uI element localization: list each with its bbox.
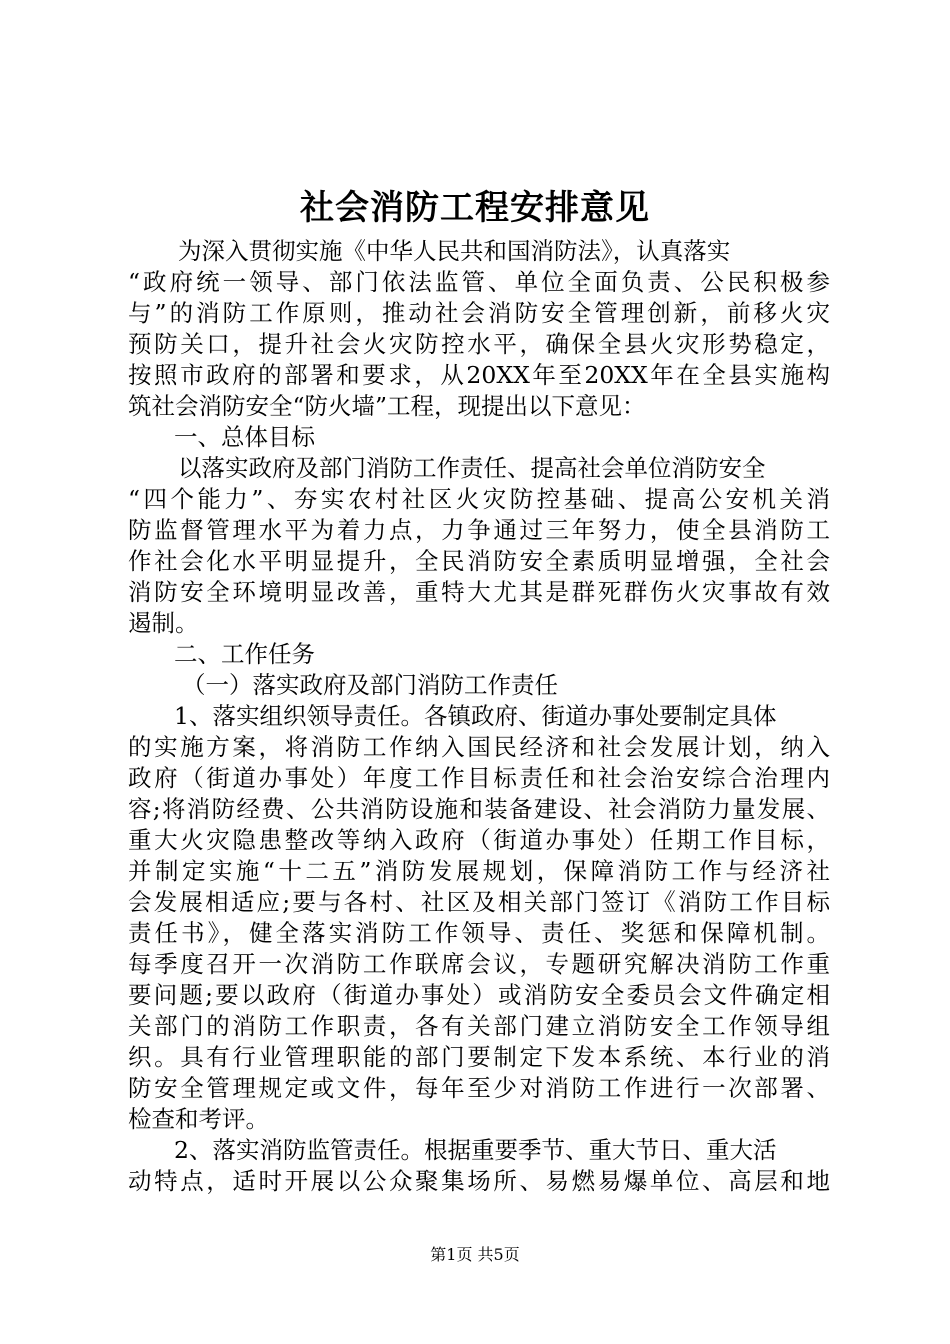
section-heading: 一、总体目标 [174,423,315,451]
paragraph-line: 织。具有行业管理职能的部门要制定下发本系统、本行业的消 [128,1043,830,1071]
paragraph-line: 容;将消防经费、公共消防设施和装备建设、社会消防力量发展、 [128,795,830,823]
paragraph-line: 要问题;要以政府（街道办事处）或消防安全委员会文件确定相 [128,981,830,1009]
paragraph-line: 预防关口，提升社会火灾防控水平，确保全县火灾形势稳定， [128,330,830,358]
subsection-heading: （一）落实政府及部门消防工作责任 [182,671,558,699]
page-number: 第1页 共5页 [430,1245,520,1264]
document-body [128,236,830,1197]
paragraph-line: 防安全管理规定或文件，每年至少对消防工作进行一次部署、 [128,1074,830,1102]
paragraph-line: 作社会化水平明显提升，全民消防安全素质明显增强，全社会 [128,547,830,575]
section-heading: 二、工作任务 [174,640,315,668]
paragraph-line: “四个能力”、夯实农村社区火灾防控基础、提高公安机关消 [128,485,830,513]
paragraph-line: 防监督管理水平为着力点，力争通过三年努力，使全县消防工 [128,516,830,544]
paragraph-line: 并制定实施“十二五”消防发展规划，保障消防工作与经济社 [128,857,830,885]
paragraph-line: 以落实政府及部门消防工作责任、提高社会单位消防安全 [178,454,766,482]
paragraph-line: 1、落实组织领导责任。各镇政府、街道办事处要制定具体 [174,702,777,730]
paragraph-line: 会发展相适应;要与各村、社区及相关部门签订《消防工作目标 [128,888,830,916]
paragraph-line: 遏制。 [128,609,199,637]
paragraph-line: 2、落实消防监管责任。根据重要季节、重大节日、重大活 [174,1136,777,1164]
paragraph-line: 关部门的消防工作职责，各有关部门建立消防安全工作领导组 [128,1012,830,1040]
paragraph-line: 重大火灾隐患整改等纳入政府（街道办事处）任期工作目标， [128,826,830,854]
paragraph-line: “政府统一领导、部门依法监管、单位全面负责、公民积极参 [128,268,830,296]
paragraph-line: 的实施方案，将消防工作纳入国民经济和社会发展计划，纳入 [128,733,830,761]
paragraph-line: 按照市政府的部署和要求，从20XX年至20XX年在全县实施构 [128,361,830,389]
paragraph-line: 与”的消防工作原则，推动社会消防安全管理创新，前移火灾 [128,299,830,327]
paragraph-line: 检查和考评。 [128,1105,269,1133]
paragraph-line: 为深入贯彻实施《中华人民共和国消防法》，认真落实 [178,237,731,265]
paragraph-line: 政府（街道办事处）年度工作目标责任和社会治安综合治理内 [128,764,830,792]
paragraph-line: 责任书》，健全落实消防工作领导、责任、奖惩和保障机制。 [128,919,830,947]
document-title: 社会消防工程安排意见 [300,188,650,228]
paragraph-line: 动特点，适时开展以公众聚集场所、易燃易爆单位、高层和地 [128,1167,830,1195]
paragraph-line: 消防安全环境明显改善，重特大尤其是群死群伤火灾事故有效 [128,578,830,606]
paragraph-line: 筑社会消防安全“防火墙”工程，现提出以下意见： [128,392,646,420]
paragraph-line: 每季度召开一次消防工作联席会议，专题研究解决消防工作重 [128,950,830,978]
